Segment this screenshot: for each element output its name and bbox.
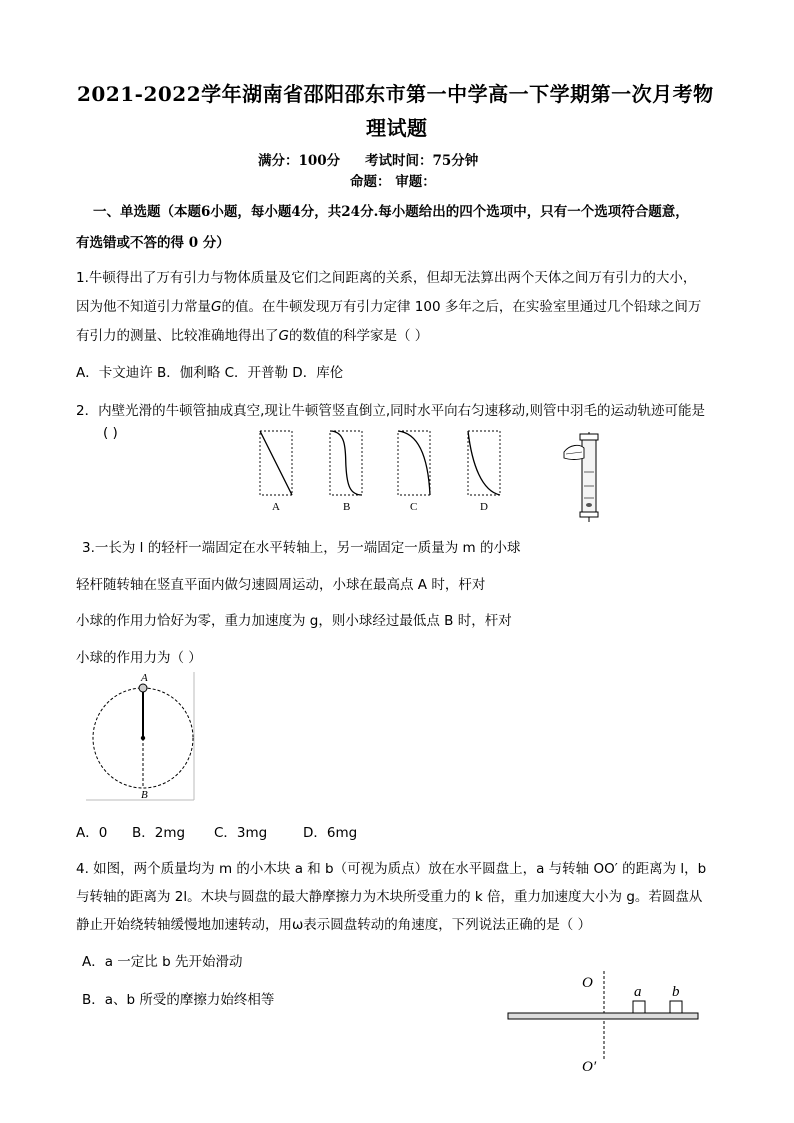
trajectory-option-c	[398, 431, 430, 513]
q3-point-b-label: B	[141, 789, 148, 801]
q1-line-1: 1.牛顿得出了万有引力与物体质量及它们之间距离的关系，但却无法算出两个天体之间万有引力的大小，	[76, 270, 697, 286]
q3-option-a: A．0	[76, 825, 108, 841]
section-heading-line-1: 一、单选题（本题6小题，每小题4分，共24分.每小题给出的四个选项中，只有一个选项符合题意，	[93, 204, 689, 220]
q3-circle-figure	[86, 672, 201, 802]
q4-option-b: B．a、b 所受的摩擦力始终相等	[82, 992, 275, 1008]
q4-line-2: 与转轴的距离为 2l。木块与圆盘的最大静摩擦力为木块所受重力的 k 倍，重力加速度大小为 g。若圆盘从	[76, 889, 703, 905]
newton-tube-figure	[558, 432, 608, 524]
q3-option-d: D．6mg	[303, 825, 358, 841]
q3-point-a-label: A	[141, 672, 148, 684]
q2-line-1: 2．内壁光滑的牛顿管抽成真空,现让牛顿管竖直倒立,同时水平向右匀速移动,则管中羽毛的运动轨迹可能是	[76, 403, 705, 419]
trajectory-label-a: A	[272, 501, 280, 513]
q1-symbol-g-2: G	[278, 328, 289, 344]
q3-line-4: 小球的作用力为（ ）	[76, 650, 202, 666]
q3-line-2: 轻杆随转轴在竖直平面内做匀速圆周运动，小球在最高点 A 时，杆对	[76, 577, 486, 593]
q4-line-1: 4. 如图，两个质量均为 m 的小木块 a 和 b（可视为质点）放在水平圆盘上，a 与转轴 OO′ 的距离为 l，b	[76, 861, 707, 877]
q3-line-1: 3.一长为 l 的轻杆一端固定在水平转轴上，另一端固定一质量为 m 的小球	[82, 540, 521, 556]
trajectory-label-c: C	[410, 501, 418, 513]
q1-symbol-g: G	[211, 299, 222, 315]
q3-line-3: 小球的作用力恰好为零，重力加速度为 g，则小球经过最低点 B 时，杆对	[76, 613, 512, 629]
q4-axis-o-label: O	[582, 975, 593, 991]
trajectory-label-b: B	[343, 501, 351, 513]
trajectory-label-d: D	[480, 501, 488, 513]
trajectory-option-b	[330, 431, 362, 513]
q1-line-2: 因为他不知道引力常量G的值。在牛顿发现万有引力定律 100 多年之后，在实验室里通过几个铅球之间万	[76, 299, 702, 315]
q1-options: A．卡文迪许 B．伽利略 C．开普勒 D．库伦	[76, 365, 344, 381]
title-line-2: 理试题	[366, 116, 428, 140]
q4-option-a: A．a 一定比 b 先开始滑动	[82, 954, 243, 970]
full-score: 满分：100分	[258, 153, 341, 169]
trajectory-option-d	[468, 431, 500, 513]
authors: 命题： 审题：	[350, 174, 436, 190]
trajectory-option-a	[260, 431, 292, 513]
q2-line-2: ( )	[103, 425, 118, 441]
title-line-1: 2021-2022学年湖南省邵阳邵东市第一中学高一下学期第一次月考物	[77, 82, 714, 106]
q4-disk-figure	[500, 965, 710, 1080]
q3-option-b: B．2mg	[132, 825, 186, 841]
q3-option-c: C．3mg	[214, 825, 268, 841]
exam-time: 考试时间：75分钟	[365, 153, 479, 169]
q1-line-3: 有引力的测量、比较准确地得出了G的数值的科学家是（ ）	[76, 328, 429, 344]
q4-axis-o-prime-label: O′	[582, 1059, 597, 1075]
q4-line-3: 静止开始绕转轴缓慢地加速转动，用ω表示圆盘转动的角速度，下列说法正确的是（ ）	[76, 917, 592, 933]
q4-block-b-label: b	[672, 984, 680, 1000]
q2-trajectory-figures	[250, 425, 550, 520]
q4-block-a-label: a	[634, 984, 642, 1000]
section-heading-line-2: 有选错或不答的得 0 分）	[76, 235, 230, 251]
